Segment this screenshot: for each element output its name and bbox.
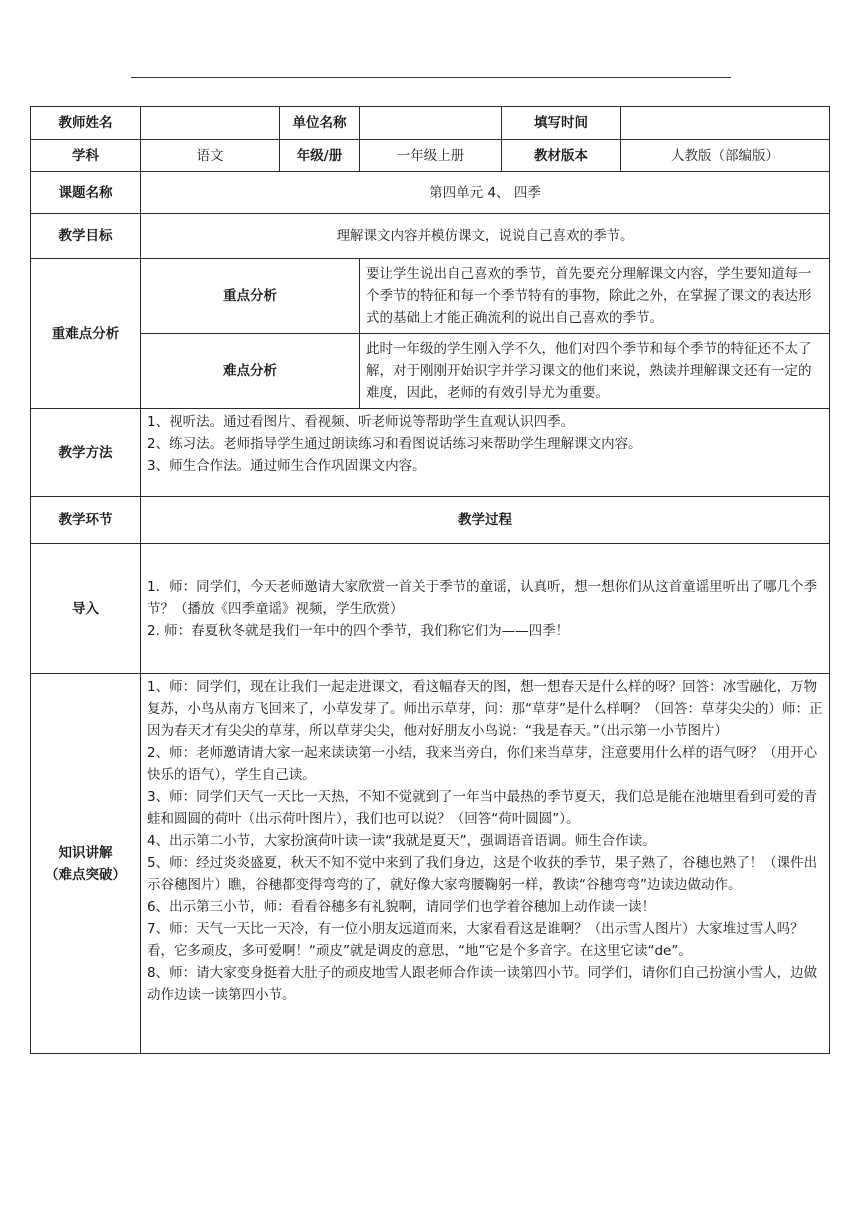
analysis-label: 重难点分析 [31,259,141,409]
knowledge-item: 1、师：同学们，现在让我们一起走进课文，看这幅春天的图，想一想春天是什么样的呀？回答：冰雪融化，万物复苏，小鸟从南方飞回来了，小草发芽了。师出示草芽，问：那“草芽”是什么样啊？（回答：草芽尖尖的）师：正因为春天才有尖尖的草芽，所以草芽尖尖，他对好朋友小鸟说：“我是春天。”（出示第一小节图片） [147,679,823,739]
objective-label: 教学目标 [31,214,141,259]
method-item: 1、视听法。通过看图片、看视频、听老师说等帮助学生直观认识四季。 [147,414,575,430]
difficult-analysis-text[interactable]: 此时一年级的学生刚入学不久，他们对四个季节和每个季节的特征还不太了解，对于刚刚开始识字并学习课文的他们来说，熟读并理解课文还有一定的难度，因此，老师的有效引导尤为重要。 [360,334,830,409]
knowledge-item: 4、出示第二小节，大家扮演荷叶读一读“我就是夏天”，强调语音语调。师生合作读。 [147,833,656,849]
grade-value[interactable]: 一年级上册 [360,140,502,172]
teacher-name-value[interactable] [141,107,280,140]
intro-item: 1．师：同学们，今天老师邀请大家欣赏一首关于季节的童谣，认真听，想一想你们从这首童谣里听出了哪几个季节？（播放《四季童谣》视频，学生欣赏） [147,578,818,617]
knowledge-label [31,674,141,1054]
subject-row [31,140,830,172]
key-analysis-label: 重点分析 [141,259,360,334]
teacher-info-row [31,107,830,140]
topic-label: 课题名称 [31,172,141,214]
fill-time-value[interactable] [621,107,830,140]
unit-label: 单位名称 [280,107,360,140]
process-header-row [31,497,830,544]
textbook-label: 教材版本 [502,140,621,172]
fill-time-label: 填写时间 [502,107,621,140]
intro-content[interactable] [141,544,830,674]
process-header-label: 教学过程 [141,497,830,544]
knowledge-item: 5、师：经过炎炎盛夏，秋天不知不觉中来到了我们身边，这是个收获的季节，果子熟了，谷穗也熟了！（课件出示谷穗图片）瞧，谷穗都变得弯弯的了，就好像大家弯腰鞠躬一样，教读“谷穗弯弯”边读边做动作。 [147,855,818,893]
key-analysis-text[interactable]: 要让学生说出自己喜欢的季节，首先要充分理解课文内容，学生要知道每一个季节的特征和每一个季节特有的事物，除此之外，在掌握了课文的表达形式的基础上才能正确流利的说出自己喜欢的季节。 [360,259,830,334]
objective-value[interactable]: 理解课文内容并模仿课文，说说自己喜欢的季节。 [141,214,830,259]
methods-content[interactable] [141,409,830,497]
knowledge-label-line1: 知识讲解 [58,844,113,861]
textbook-value[interactable]: 人教版（部编版） [621,140,830,172]
knowledge-row [31,674,830,1054]
topic-row [31,172,830,214]
method-item: 2、练习法。老师指导学生通过朗读练习和看图说话练习来帮助学生理解课文内容。 [147,436,642,452]
subject-label: 学科 [31,140,141,172]
knowledge-item: 2、师：老师邀请请大家一起来读读第一小结，我来当旁白，你们来当草芽，注意要用什么样的语气呀？（用开心快乐的语气），学生自己读。 [147,745,818,783]
method-item: 3、师生合作法。通过师生合作巩固课文内容。 [147,458,426,474]
knowledge-content[interactable] [141,674,830,1054]
difficult-analysis-row [31,334,830,409]
knowledge-item: 6、出示第三小节，师：看看谷穗多有礼貌啊，请同学们也学着谷穗加上动作读一读！ [147,899,656,915]
knowledge-label-line2: （难点突破） [45,866,126,883]
stage-header-label: 教学环节 [31,497,141,544]
grade-label: 年级/册 [280,140,360,172]
knowledge-item: 7、师：天气一天比一天冷，有一位小朋友远道而来，大家看看这是谁啊？（出示雪人图片）大家堆过雪人吗？看，它多顽皮，多可爱啊！“顽皮”就是调皮的意思，“地”它是个多音字。在这里它读“de”。 [147,921,804,959]
teacher-name-label: 教师姓名 [31,107,141,140]
objective-row [31,214,830,259]
intro-item: 2. 师：春夏秋冬就是我们一年中的四个季节，我们称它们为——四季！ [147,622,570,639]
lesson-plan-table [30,106,830,1054]
unit-value[interactable] [360,107,502,140]
knowledge-item: 3、师：同学们天气一天比一天热，不知不觉就到了一年当中最热的季节夏天，我们总是能在池塘里看到可爱的青蛙和圆圆的荷叶（出示荷叶图片），我们也可以说？（回答“荷叶圆圆”）。 [147,789,818,827]
intro-label: 导入 [31,544,141,674]
difficult-analysis-label: 难点分析 [141,334,360,409]
subject-value[interactable]: 语文 [141,140,280,172]
key-analysis-row [31,259,830,334]
methods-row [31,409,830,497]
methods-label: 教学方法 [31,409,141,497]
knowledge-item: 8、师：请大家变身挺着大肚子的顽皮地雪人跟老师合作读一读第四小节。同学们，请你们自己扮演小雪人，边做动作边读一读第四小节。 [147,965,818,1003]
header-rule [131,77,731,78]
intro-row [31,544,830,674]
topic-value[interactable]: 第四单元 4、 四季 [141,172,830,214]
